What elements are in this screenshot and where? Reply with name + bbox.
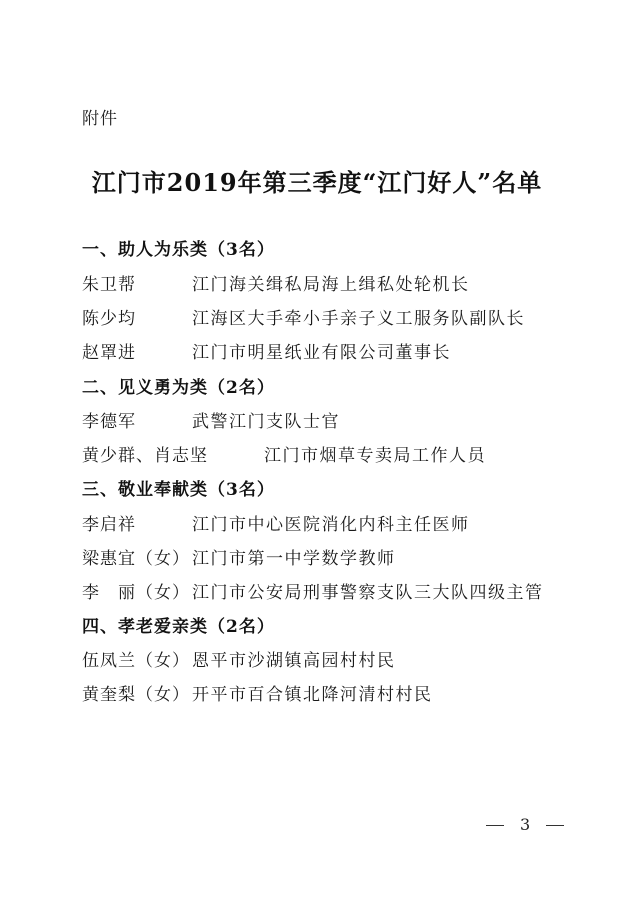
person-description: 江海区大手牵小手亲子义工服务队副队长 [192, 309, 525, 329]
person-name: 黄奎梨（女） [82, 685, 190, 705]
person-name: 陈少均 [82, 309, 136, 329]
person-description: 武警江门支队士官 [192, 412, 340, 432]
person-description: 开平市百合镇北降河清村村民 [192, 685, 433, 705]
person-description: 江门市烟草专卖局工作人员 [264, 446, 486, 466]
section-heading-helping-others: 一、助人为乐类（3名） [82, 240, 275, 260]
attachment-label: 附件 [82, 109, 118, 129]
person-description: 江门海关缉私局海上缉私处轮机长 [192, 275, 470, 295]
section-heading-filial-piety: 四、孝老爱亲类（2名） [82, 617, 275, 637]
dash-left [486, 825, 504, 826]
person-description: 恩平市沙湖镇高园村村民 [192, 651, 396, 671]
person-description: 江门市明星纸业有限公司董事长 [192, 343, 451, 363]
page-number: 3 [520, 815, 531, 834]
person-name: 李 丽（女） [82, 583, 190, 603]
person-name: 李启祥 [82, 515, 136, 535]
person-description: 江门市公安局刑事警察支队三大队四级主管 [192, 583, 544, 603]
page-number-footer [486, 815, 564, 834]
dash-right [546, 825, 564, 826]
person-name: 朱卫帮 [82, 275, 136, 295]
person-description: 江门市第一中学数学教师 [192, 549, 396, 569]
person-name: 赵罩进 [82, 343, 136, 363]
person-name: 李德军 [82, 412, 136, 432]
person-description: 江门市中心医院消化内科主任医师 [192, 515, 470, 535]
person-name: 梁惠宜（女） [82, 549, 190, 569]
person-name: 伍凤兰（女） [82, 651, 190, 671]
document-title: 江门市2019年第三季度“江门好人”名单 [91, 168, 543, 197]
section-heading-dedication: 三、敬业奉献类（3名） [82, 480, 275, 500]
person-name: 黄少群、肖志坚 [82, 446, 208, 466]
section-heading-bravery: 二、见义勇为类（2名） [82, 378, 275, 398]
